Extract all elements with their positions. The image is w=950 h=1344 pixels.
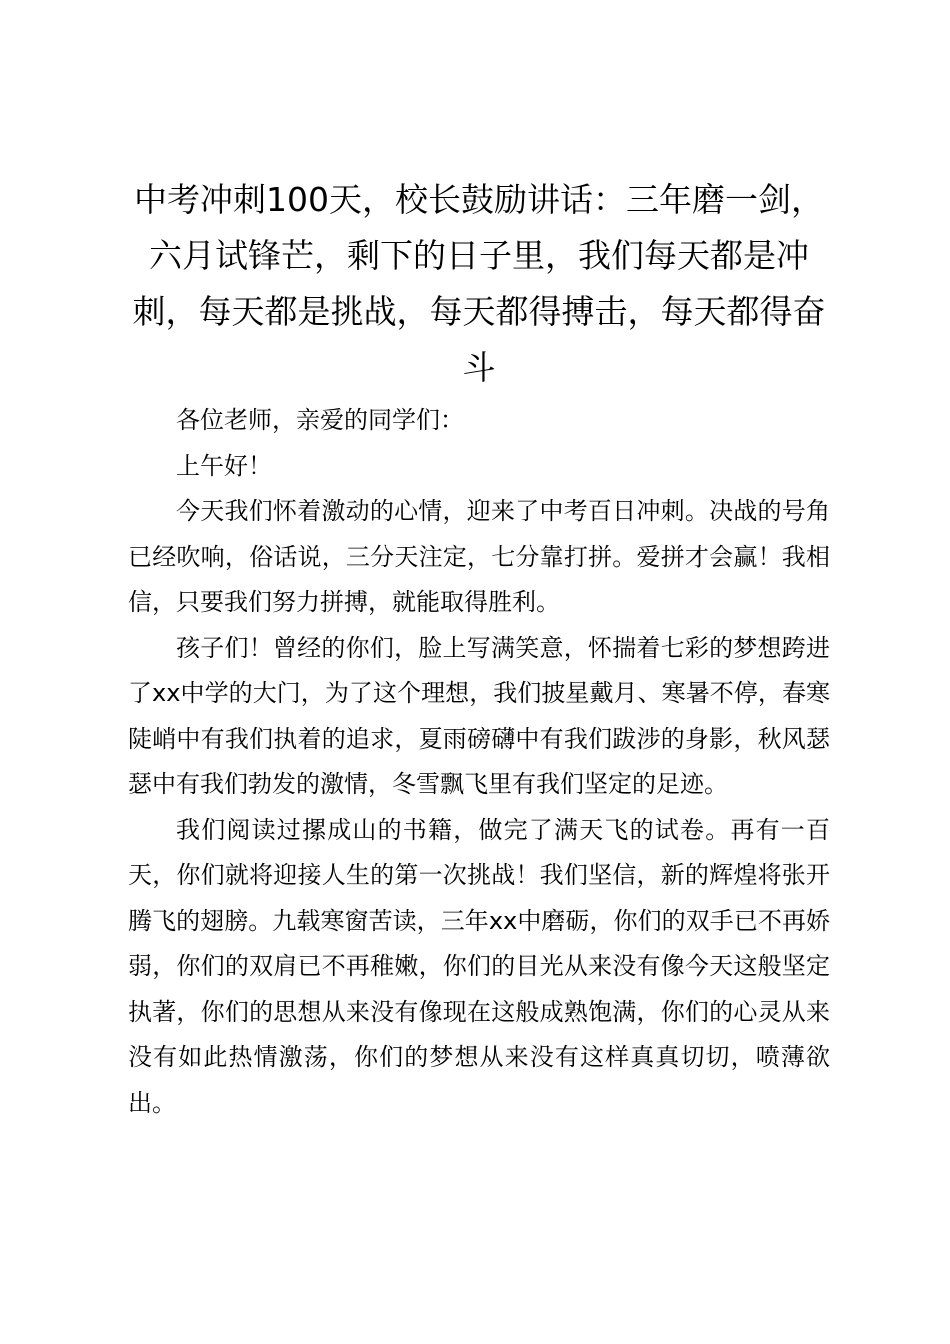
paragraph-3: 我们阅读过摞成山的书籍，做完了满天飞的试卷。再有一百天，你们就将迎接人生的第一次挑战！我们坚信，新的辉煌将张开腾飞的翅膀。九载寒窗苦读，三年xx中磨砺，你们的双手已不再娇弱，你们的双肩已不再稚嫩，你们的目光从来没有像今天这般坚定执著，你们的思想从来没有像现在这般成熟饱满，你们的心灵从来没有如此热情激荡，你们的梦想从来没有这样真真切切，喷薄欲出。 bbox=[128, 815, 830, 1117]
paragraph-1: 今天我们怀着激动的心情，迎来了中考百日冲刺。决战的号角已经吹响，俗话说，三分天注定，七分靠打拼。爱拼才会赢！我相信，只要我们努力拼搏，就能取得胜利。 bbox=[128, 497, 830, 616]
paragraph-greeting: 上午好！ bbox=[176, 451, 272, 480]
document-page bbox=[128, 172, 830, 1126]
document-title: 中考冲刺100天，校长鼓励讲话：三年磨一剑，六月试锋芒，剩下的日子里，我们每天都是冲刺，每天都是挑战，每天都得搏击，每天都得奋斗 bbox=[132, 180, 826, 387]
paragraph-2: 孩子们！曾经的你们，脸上写满笑意，怀揣着七彩的梦想跨进了xx中学的大门，为了这个理想，我们披星戴月、寒暑不停，春寒陡峭中有我们执着的追求，夏雨磅礴中有我们跋涉的身影，秋风瑟瑟中有我们勃发的激情，冬雪飘飞里有我们坚定的足迹。 bbox=[128, 633, 830, 798]
paragraph-salutation: 各位老师，亲爱的同学们： bbox=[176, 406, 464, 434]
